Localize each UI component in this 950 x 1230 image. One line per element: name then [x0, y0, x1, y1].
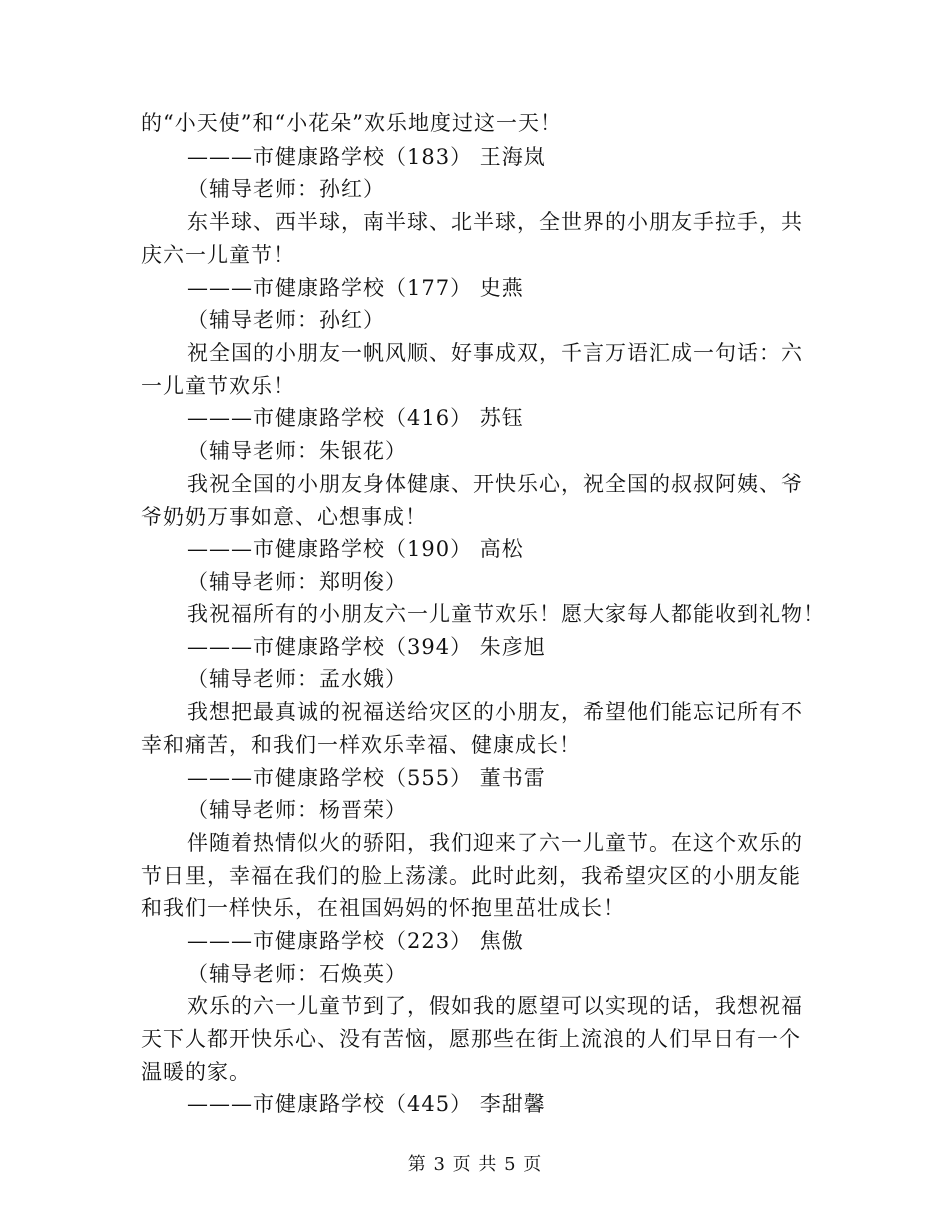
author-line-5: ———市健康路学校（394） 朱彦旭: [187, 635, 546, 659]
teacher-line-6: （辅导老师：杨晋荣）: [187, 798, 407, 822]
author-line-3: ———市健康路学校（416） 苏钰: [187, 406, 524, 430]
text-line-8: 我祝福所有的小朋友六一儿童节欢乐！愿大家每人都能收到礼物！: [187, 602, 825, 626]
text-line-15: 天下人都开快乐心、没有苦恼，愿那些在街上流浪的人们早日有一个: [141, 1027, 801, 1051]
text-line-7: 爷奶奶万事如意、心想事成！: [141, 505, 427, 529]
author-line-2: ———市健康路学校（177） 史燕: [187, 276, 524, 300]
author-line-4: ———市健康路学校（190） 高松: [187, 537, 524, 561]
text-line-16: 温暖的家。: [141, 1060, 251, 1084]
author-line-1: ———市健康路学校（183） 王海岚: [187, 145, 546, 169]
author-line-6: ———市健康路学校（555） 董书雷: [187, 766, 546, 790]
text-line-13: 和我们一样快乐，在祖国妈妈的怀抱里茁壮成长！: [141, 896, 625, 920]
text-line-11: 伴随着热情似火的骄阳，我们迎来了六一儿童节。在这个欢乐的: [187, 831, 803, 855]
text-line-3: 庆六一儿童节！: [141, 243, 295, 267]
teacher-line-7: （辅导老师：石焕英）: [187, 962, 407, 986]
text-line-6: 我祝全国的小朋友身体健康、开快乐心，祝全国的叔叔阿姨、爷: [187, 472, 803, 496]
teacher-line-1: （辅导老师：孙红）: [187, 177, 385, 201]
text-line-12: 节日里，幸福在我们的脸上荡漾。此时此刻，我希望灾区的小朋友能: [141, 864, 801, 888]
text-line-2: 东半球、西半球，南半球、北半球，全世界的小朋友手拉手，共: [187, 210, 803, 234]
page-footer: 第 3 页 共 5 页: [407, 1154, 543, 1175]
text-line-5: 一儿童节欢乐！: [141, 374, 295, 398]
author-line-7: ———市健康路学校（223） 焦傲: [187, 929, 524, 953]
text-line-10: 幸和痛苦，和我们一样欢乐幸福、健康成长！: [141, 733, 581, 757]
text-line-14: 欢乐的六一儿童节到了，假如我的愿望可以实现的话，我想祝福: [187, 994, 803, 1018]
author-line-8: ———市健康路学校（445） 李甜馨: [187, 1092, 546, 1116]
teacher-line-2: （辅导老师：孙红）: [187, 308, 385, 332]
text-line-1: 的“小天使”和“小花朵”欢乐地度过这一天！: [141, 111, 562, 135]
teacher-line-5: （辅导老师：孟水娥）: [187, 667, 407, 691]
text-line-9: 我想把最真诚的祝福送给灾区的小朋友，希望他们能忘记所有不: [187, 700, 803, 724]
text-line-4: 祝全国的小朋友一帆风顺、好事成双，千言万语汇成一句话：六: [187, 341, 803, 365]
teacher-line-3: （辅导老师：朱银花）: [187, 439, 407, 463]
teacher-line-4: （辅导老师：郑明俊）: [187, 570, 407, 594]
